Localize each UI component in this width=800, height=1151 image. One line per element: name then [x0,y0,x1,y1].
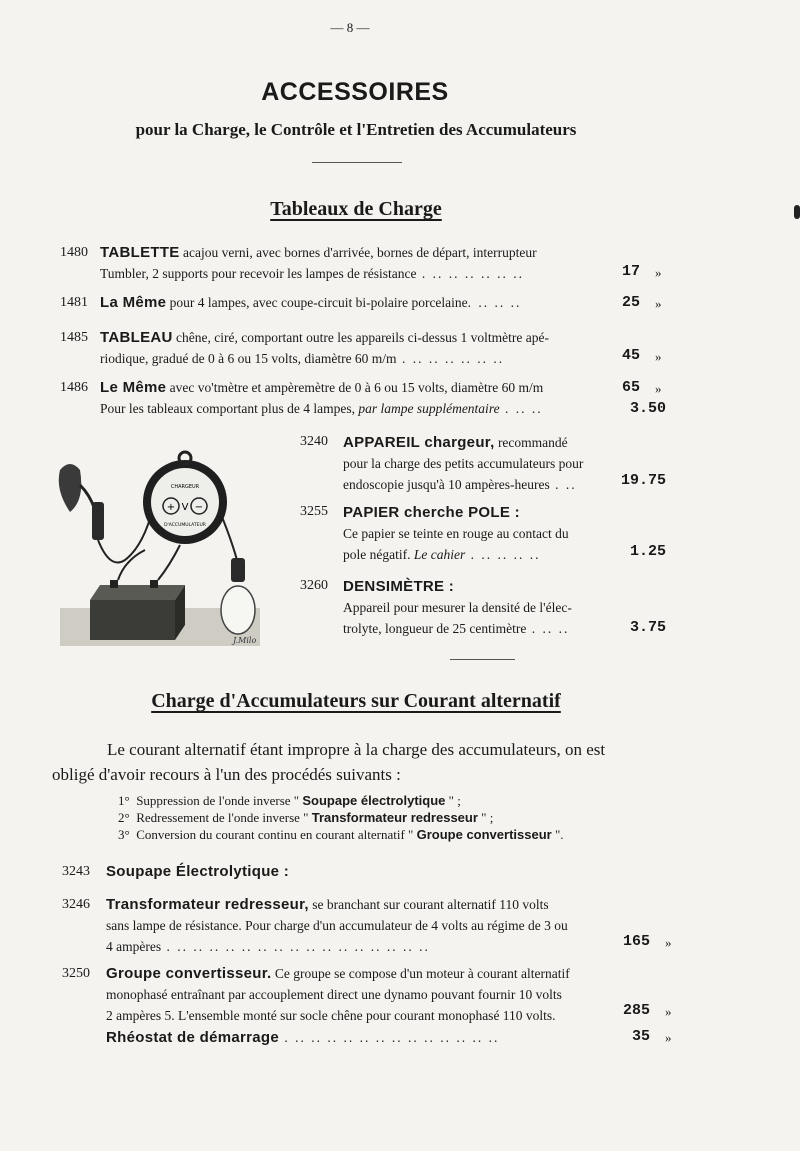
item-3250: Groupe convertisseur. Ce groupe se compose d'un moteur à courant alternatif monophasé entraînant par accouplement direct une dynamo pouvant fournir 10 volts 2 ampères 5. L'ensemble monté sur socle chêne pour courant monophasé 110 volts. [106,965,570,1023]
item-code: 3246 [62,897,90,912]
charger-illustration [55,440,270,650]
item-1480: TABLETTE acajou verni, avec bornes d'arrivée, bornes de départ, interrupteur Tumbler, 2 supports pour recevoir les lampes de résistance . .. .. .. .. .. .. [100,244,537,281]
item-1485: TABLEAU chêne, ciré, comportant outre les appareils ci-dessus 1 voltmètre apé- riodique, gradué de 0 à 6 ou 15 volts, diamètre 60 m/m . .. .. .. .. .. .. [100,329,550,366]
divider [312,162,402,163]
item-code: 1480 [60,245,88,260]
page-number: — 8 — [330,20,370,35]
price: 1.25 [629,543,666,560]
page-title: ACCESSOIRES [261,78,449,106]
item-code: 3260 [300,578,328,593]
item-3240: APPAREIL chargeur, recommandé pour la charge des petits accumulateurs pour endoscopie jusqu'à 10 ampères-heures . .. [343,434,584,492]
section-title-tableaux: Tableaux de Charge [270,198,442,220]
svg-text:V: V [181,502,189,513]
item-code: 3243 [62,864,90,879]
price: 35 [631,1028,650,1045]
price: 3.50 [629,400,666,417]
item-rheostat: Rhéostat de démarrage . .. .. .. .. .. .. .. .. .. .. .. .. .. [106,1029,500,1046]
dial-label-top: CHARGEUR [170,484,200,490]
section-title-courant: Charge d'Accumulateurs sur Courant alternatif [151,690,561,712]
plug-icon [92,502,104,540]
price: 19.75 [620,472,666,489]
item-code: 3250 [62,966,90,981]
price: 45 [621,347,640,364]
earphone-icon [59,464,95,512]
lamp-bulb-icon [221,586,255,634]
lamp-socket-icon [231,558,245,582]
item-3260: DENSIMÈTRE : Appareil pour mesurer la densité de l'élec- trolyte, longueur de 25 centimètre . .. .. [343,578,572,636]
item-code: 3240 [300,434,328,449]
list-item: 1° Suppression de l'onde inverse " Soupape électrolytique " ; [118,793,461,808]
price: 165 [622,933,650,950]
item-code: 3255 [300,504,328,519]
item-3243: Soupape Électrolytique : [106,863,290,880]
svg-text:+: + [166,502,176,513]
item-1486: Le Même avec vo'tmètre et ampèremètre de 0 à 6 ou 15 volts, diamètre 60 m/m Pour les tableaux comportant plus de 4 lampes, par lampe supplémentaire . .. .. [100,379,544,416]
item-code: 1485 [60,330,88,345]
item-code: 1481 [60,295,88,310]
list-item: 3° Conversion du courant continu en courant alternatif " Groupe convertisseur ". [118,827,564,842]
item-name: TABLETTE [100,244,180,261]
procedures-list [118,792,638,843]
intro-paragraph: Le courant alternatif étant impropre à la charge des accumulateurs, on est obligé d'avoir recours à l'un des procédés suivants : [52,740,606,784]
dial-label-bottom: D'ACCUMULATEUR [164,523,206,528]
item-1481: La Même pour 4 lampes, avec coupe-circuit bi-polaire porcelaine. .. .. .. [100,294,522,311]
margin-mark [794,205,800,219]
page-subtitle: pour la Charge, le Contrôle et l'Entretien des Accumulateurs [135,120,577,139]
svg-text:−: − [194,502,204,513]
price: 285 [622,1002,650,1019]
item-code: 1486 [60,380,88,395]
item-3255: PAPIER cherche POLE : Ce papier se teinte en rouge au contact du pole négatif. Le cahier . .. .. .. .. [343,504,569,562]
price: 3.75 [629,619,666,636]
item-3246: Transformateur redresseur, se branchant sur courant alternatif 110 volts sans lampe de résistance. Pour charge d'un accumulateur de 4 volts au régime de 3 ou 4 ampères . .. .. .. .. .. .. .. .. .. .. .. .. .. .. .. .. [106,896,568,954]
price: 65 [621,379,640,396]
price: 25 [621,294,640,311]
divider [450,659,515,660]
list-item: 2° Redressement de l'onde inverse " Transformateur redresseur " ; [118,810,494,825]
illustration-signature: J.Milo [233,636,257,645]
price: 17 [621,263,640,280]
battery-icon [90,580,185,640]
